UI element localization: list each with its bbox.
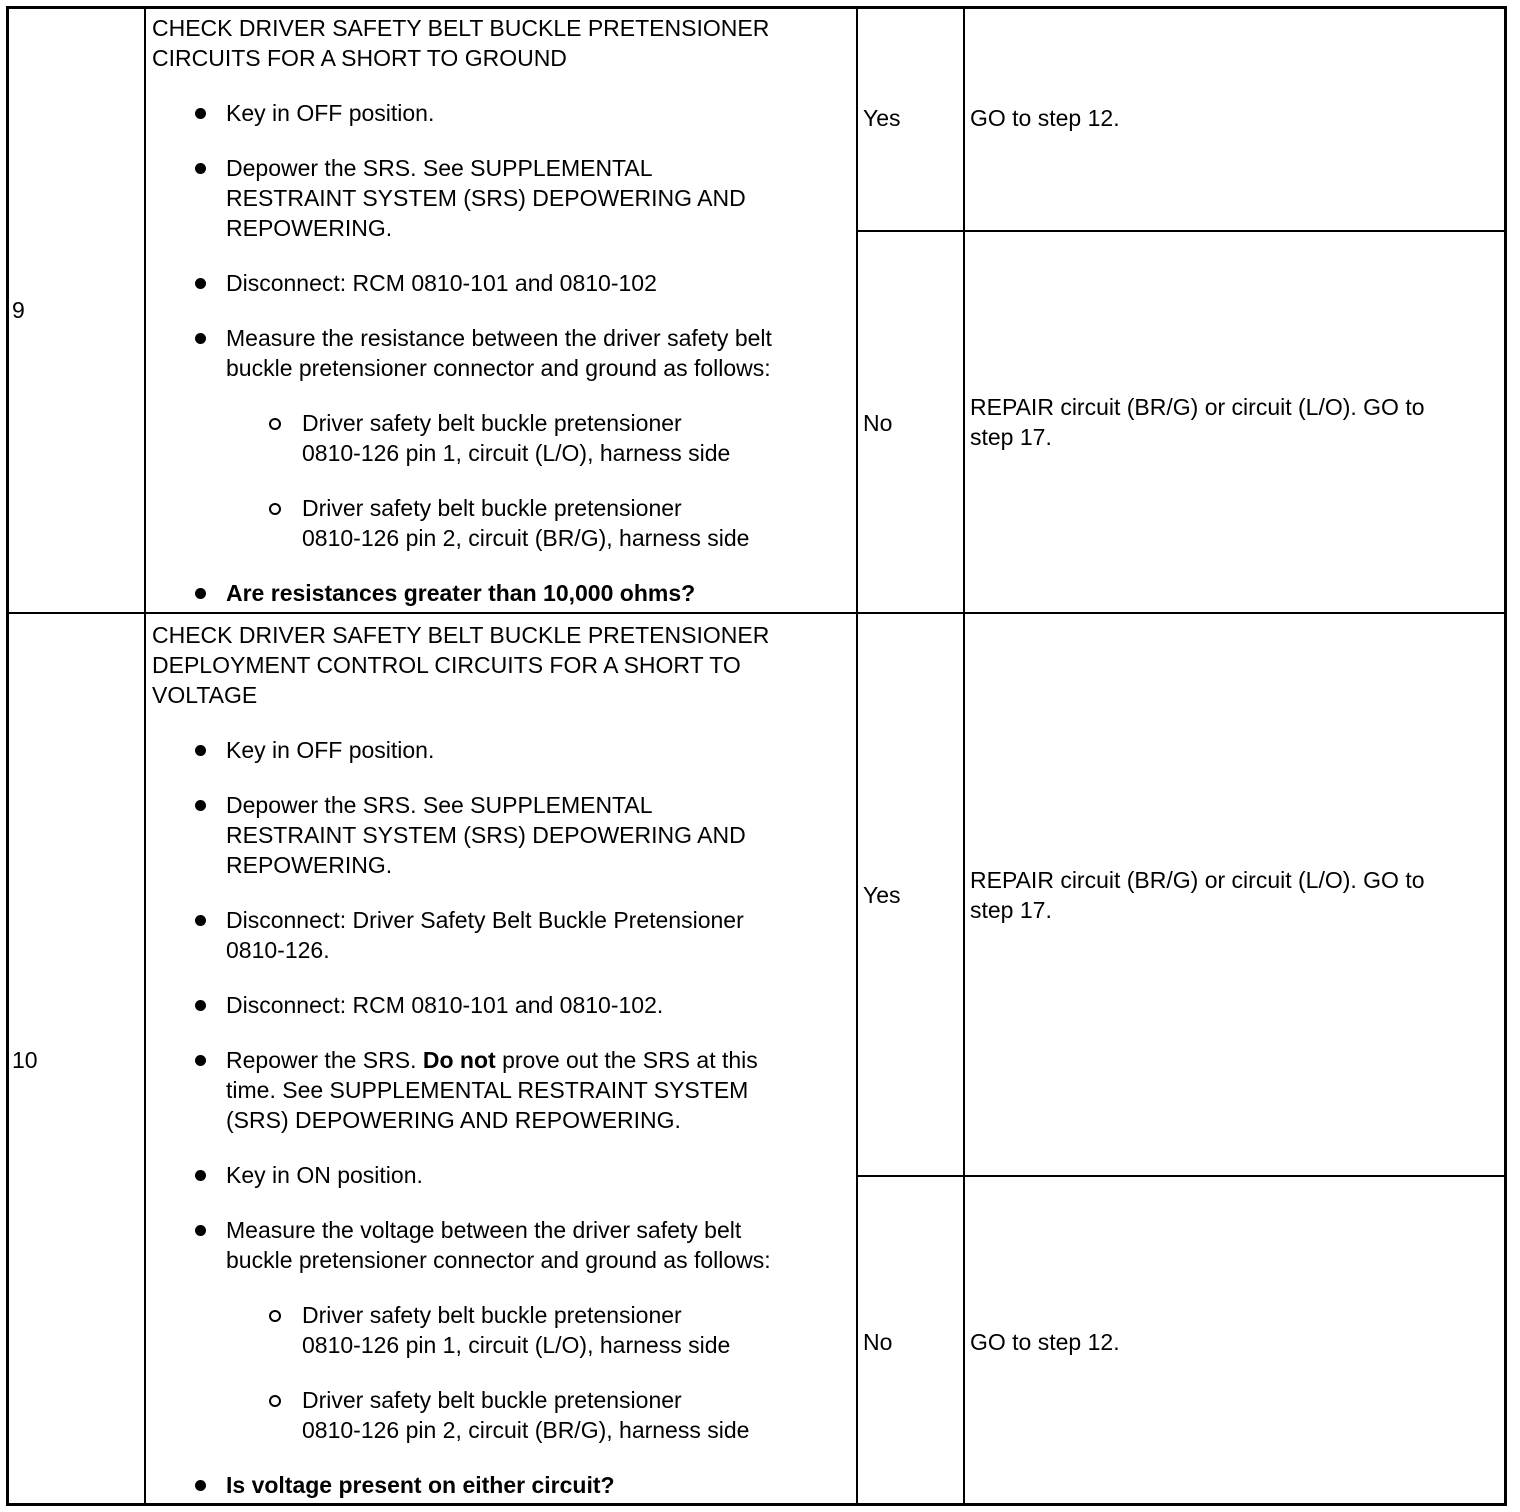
bullet-icon bbox=[195, 915, 206, 926]
instruction-text: buckle pretensioner connector and ground as follows: bbox=[226, 355, 771, 381]
bullet-icon bbox=[195, 1170, 206, 1181]
step-number: 10 bbox=[12, 1047, 38, 1073]
bullet-icon bbox=[195, 1225, 206, 1236]
result-divider bbox=[856, 1175, 1507, 1177]
result-answer: Yes bbox=[863, 105, 901, 131]
column-divider bbox=[144, 6, 146, 1506]
instruction-text: Disconnect: Driver Safety Belt Buckle Pretensioner bbox=[226, 907, 744, 933]
sub-bullet-icon bbox=[269, 503, 281, 515]
instruction-text: time. See SUPPLEMENTAL RESTRAINT SYSTEM bbox=[226, 1077, 749, 1103]
sub-instruction-text: 0810-126 pin 1, circuit (L/O), harness side bbox=[302, 1332, 731, 1358]
instruction-text: REPOWERING. bbox=[226, 852, 393, 878]
result-divider bbox=[856, 230, 1507, 232]
result-answer: Yes bbox=[863, 882, 901, 908]
instruction-text: Key in OFF position. bbox=[226, 100, 435, 126]
instruction-text: Key in ON position. bbox=[226, 1162, 423, 1188]
instruction-text-part: prove out the SRS at this bbox=[495, 1047, 758, 1073]
result-action: GO to step 12. bbox=[970, 1329, 1120, 1355]
bullet-icon bbox=[195, 1480, 206, 1491]
result-action: step 17. bbox=[970, 897, 1052, 923]
instruction-text: Disconnect: RCM 0810-101 and 0810-102. bbox=[226, 992, 664, 1018]
instruction-text: Measure the voltage between the driver safety belt bbox=[226, 1217, 742, 1243]
sub-instruction-text: 0810-126 pin 2, circuit (BR/G), harness side bbox=[302, 1417, 750, 1443]
result-answer: No bbox=[863, 1329, 893, 1355]
sub-bullet-icon bbox=[269, 1310, 281, 1322]
result-action: step 17. bbox=[970, 424, 1052, 450]
bullet-icon bbox=[195, 278, 206, 289]
instruction-text: Disconnect: RCM 0810-101 and 0810-102 bbox=[226, 270, 657, 296]
sub-instruction-text: Driver safety belt buckle pretensioner bbox=[302, 410, 682, 436]
sub-instruction-text: Driver safety belt buckle pretensioner bbox=[302, 1387, 682, 1413]
instruction-text: Key in OFF position. bbox=[226, 737, 435, 763]
instruction-text: Measure the resistance between the driver safety belt bbox=[226, 325, 772, 351]
instruction-text: (SRS) DEPOWERING AND REPOWERING. bbox=[226, 1107, 681, 1133]
bullet-icon bbox=[195, 1055, 206, 1066]
result-action: REPAIR circuit (BR/G) or circuit (L/O). GO to bbox=[970, 394, 1425, 420]
step-heading-line: CIRCUITS FOR A SHORT TO GROUND bbox=[152, 45, 567, 71]
bullet-icon bbox=[195, 163, 206, 174]
sub-instruction-text: Driver safety belt buckle pretensioner bbox=[302, 495, 682, 521]
sub-instruction-text: 0810-126 pin 2, circuit (BR/G), harness side bbox=[302, 525, 750, 551]
instruction-text: RESTRAINT SYSTEM (SRS) DEPOWERING AND bbox=[226, 822, 746, 848]
bullet-icon bbox=[195, 108, 206, 119]
bullet-icon bbox=[195, 588, 206, 599]
result-action: GO to step 12. bbox=[970, 105, 1120, 131]
bullet-icon bbox=[195, 333, 206, 344]
step-number: 9 bbox=[12, 297, 25, 323]
bullet-icon bbox=[195, 1000, 206, 1011]
result-answer: No bbox=[863, 410, 893, 436]
instruction-text-part: Repower the SRS. bbox=[226, 1047, 423, 1073]
instruction-text: Depower the SRS. See SUPPLEMENTAL bbox=[226, 792, 653, 818]
instruction-text: REPOWERING. bbox=[226, 215, 393, 241]
sub-bullet-icon bbox=[269, 1395, 281, 1407]
step-heading-line: CHECK DRIVER SAFETY BELT BUCKLE PRETENSIONER bbox=[152, 15, 770, 41]
question-text: Are resistances greater than 10,000 ohms? bbox=[226, 580, 696, 606]
emphasis-text: Do not bbox=[422, 1047, 496, 1073]
row-divider bbox=[6, 612, 1507, 614]
bullet-icon bbox=[195, 800, 206, 811]
bullet-icon bbox=[195, 745, 206, 756]
sub-bullet-icon bbox=[269, 418, 281, 430]
instruction-text: 0810-126. bbox=[226, 937, 330, 963]
instruction-text: Depower the SRS. See SUPPLEMENTAL bbox=[226, 155, 653, 181]
instruction-text: buckle pretensioner connector and ground as follows: bbox=[226, 1247, 771, 1273]
instruction-text: RESTRAINT SYSTEM (SRS) DEPOWERING AND bbox=[226, 185, 746, 211]
sub-instruction-text: Driver safety belt buckle pretensioner bbox=[302, 1302, 682, 1328]
step-heading-line: CHECK DRIVER SAFETY BELT BUCKLE PRETENSIONER bbox=[152, 622, 770, 648]
instruction-text bbox=[226, 1045, 758, 1075]
question-text: Is voltage present on either circuit? bbox=[226, 1472, 615, 1498]
step-heading-line: VOLTAGE bbox=[152, 682, 258, 708]
sub-instruction-text: 0810-126 pin 1, circuit (L/O), harness side bbox=[302, 440, 731, 466]
result-action: REPAIR circuit (BR/G) or circuit (L/O). GO to bbox=[970, 867, 1425, 893]
step-heading-line: DEPLOYMENT CONTROL CIRCUITS FOR A SHORT TO bbox=[152, 652, 741, 678]
